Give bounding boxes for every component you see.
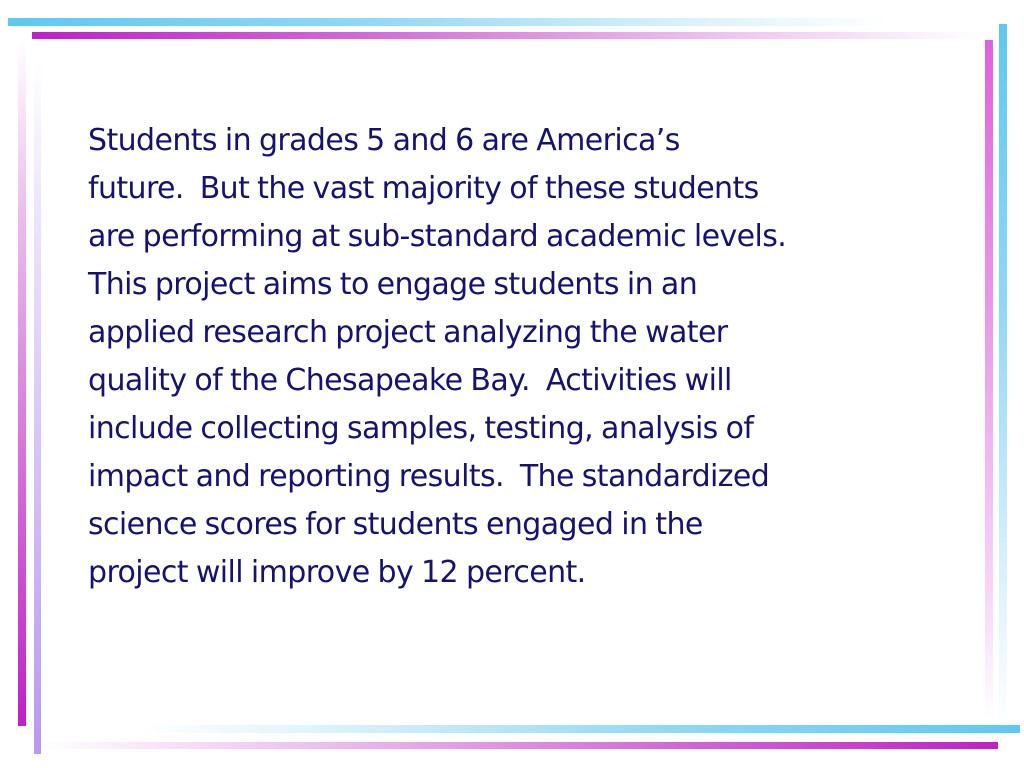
slide-body-text: Students in grades 5 and 6 are America’s future. But the vast majority of these students are performing at sub-standard academic levels. This project aims to engage students in an applied research project analyzing the water quality of the Chesapeake Bay. Activities will include collecting samples, testing, analysis of impact and reporting results. The standardized science scores for students engaged in the project will improve by 12 percent. [88,123,787,590]
frame-left-inner-bar [34,60,41,754]
frame-bottom-outer-bar [40,742,998,749]
frame-top-inner-bar [32,32,982,39]
frame-right-inner-bar [985,40,993,720]
frame-left-outer-bar [18,40,26,726]
frame-top-outer-bar [8,18,888,26]
frame-right-outer-bar [999,24,1007,730]
frame-bottom-inner-bar [140,725,1020,733]
